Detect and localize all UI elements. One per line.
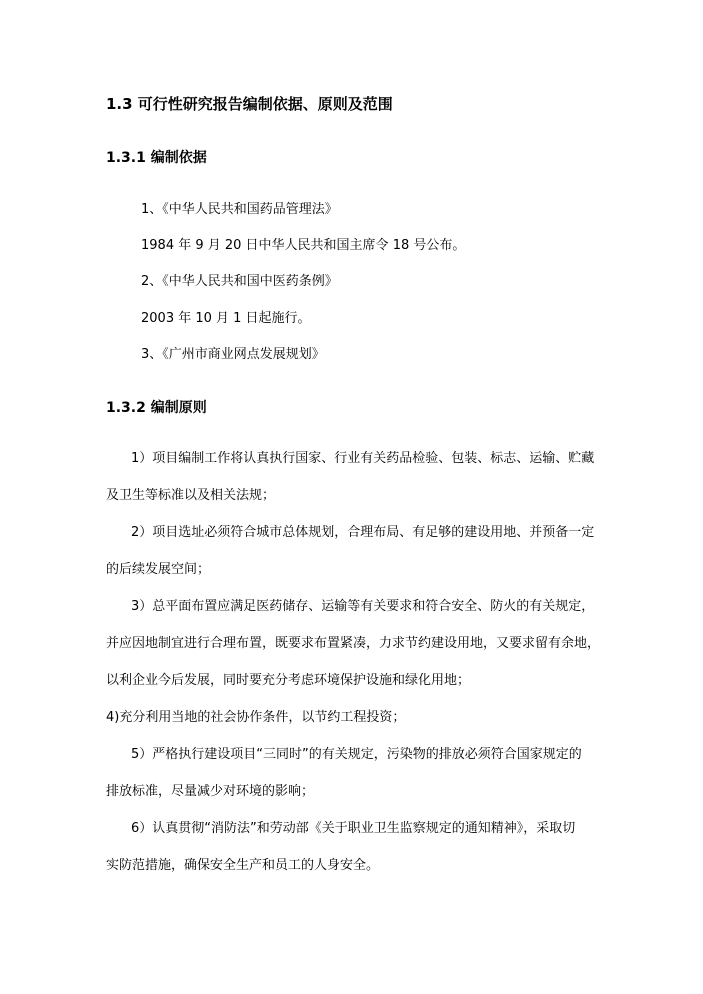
principle-line: 以利企业今后发展，同时要充分考虑环境保护设施和绿化用地； [106,673,471,688]
principle-line: 1）项目编制工作将认真执行国家、行业有关药品检验、包装、标志、运输、贮藏 [131,451,595,466]
principle-line: 排放标准，尽量减少对环境的影响； [106,784,315,799]
basis-item: 2、《中华人民共和国中医药条例》 [141,274,338,289]
basis-item: 3、《广州市商业网点发展规划》 [141,347,325,362]
principle-line: 并应因地制宜进行合理布置，既要求布置紧凑，力求节约建设用地，又要求留有余地， [106,636,601,651]
basis-item: 1984 年 9 月 20 日中华人民共和国主席令 18 号公布。 [141,238,466,253]
principle-line: 3）总平面布置应满足医药储存、运输等有关要求和符合安全、防火的有关规定， [131,599,595,614]
principle-line: 6）认真贯彻“消防法”和劳动部《关于职业卫生监察规定的通知精神》，采取切 [131,821,576,836]
section-title: 1.3 可行性研究报告编制依据、原则及范围 [106,95,393,113]
principle-line: 4)充分利用当地的社会协作条件，以节约工程投资； [106,710,406,725]
basis-item: 2003 年 10 月 1 日起施行。 [141,311,311,326]
principle-line: 及卫生等标准以及相关法规； [106,488,276,503]
principle-line: 的后续发展空间； [106,562,211,577]
principle-line: 实防范措施，确保安全生产和员工的人身安全。 [106,858,380,873]
principle-line: 5）严格执行建设项目“三同时”的有关规定，污染物的排放必须符合国家规定的 [131,747,582,762]
principle-line: 2）项目选址必须符合城市总体规划，合理布局、有足够的建设用地、并预备一定 [131,525,595,540]
principles-heading: 1.3.2 编制原则 [106,400,207,416]
basis-item: 1、《中华人民共和国药品管理法》 [141,202,338,217]
basis-heading: 1.3.1 编制依据 [106,150,207,166]
